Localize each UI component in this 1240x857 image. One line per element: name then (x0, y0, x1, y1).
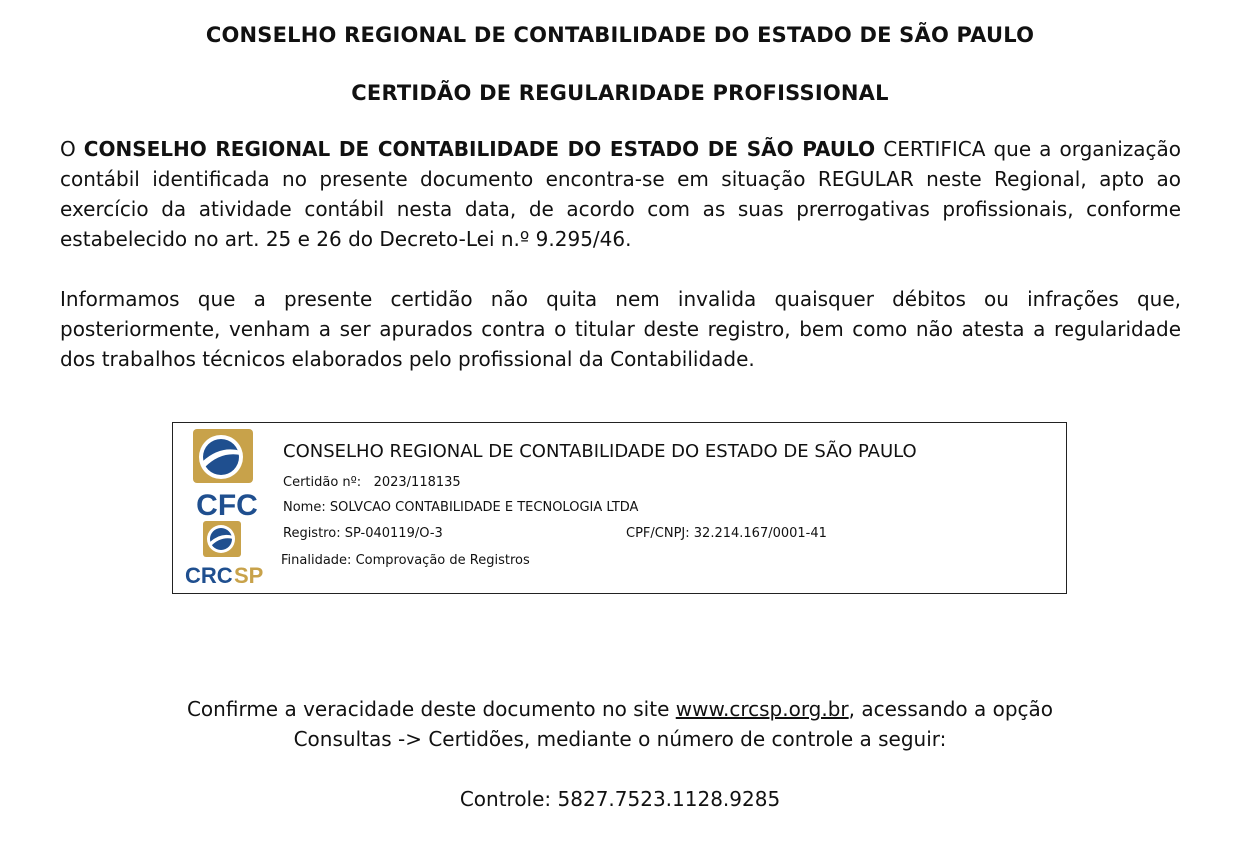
cfc-logo-text: CFC (196, 489, 258, 519)
certidao-value: 2023/118135 (373, 475, 461, 490)
registration-line (283, 526, 443, 541)
certification-paragraph (60, 134, 1181, 254)
verification-instructions (0, 694, 1240, 754)
finalidade-label: Finalidade: (281, 553, 352, 568)
cnpj-value: 32.214.167/0001-41 (693, 526, 827, 541)
verification-line-2: Consultas -> Certidões, mediante o número de controle a seguir: (293, 727, 947, 751)
certidao-label: Certidão nº: (283, 475, 362, 490)
control-number (0, 784, 1240, 814)
finalidade-value: Comprovação de Registros (355, 553, 530, 568)
stamp-organization: CONSELHO REGIONAL DE CONTABILIDADE DO ESTADO DE SÃO PAULO (283, 441, 917, 462)
certidao-number-line (283, 475, 461, 490)
cfc-logo (187, 427, 267, 519)
nome-label: Nome: (283, 500, 326, 515)
document-title: CERTIDÃO DE REGULARIDADE PROFISSIONAL (351, 81, 889, 105)
certificate-stamp (172, 422, 1067, 594)
stamp-details (281, 441, 917, 568)
registro-label: Registro: (283, 526, 341, 541)
paragraph-lead: O (60, 137, 84, 161)
organization-title: CONSELHO REGIONAL DE CONTABILIDADE DO ESTADO DE SÃO PAULO (205, 23, 1035, 47)
crcsp-logo (181, 519, 265, 589)
control-value: 5827.7523.1128.9285 (557, 787, 781, 811)
verification-line-1 (0, 694, 1240, 724)
paragraph-body: CERTIFICA que a organização contábil identificada no presente documento encontra-se em situação REGULAR neste Regional, apto ao exercício da atividade contábil nesta data, de acordo com as suas prerrogativas profissionais, conforme estabelecido no art. 25 e 26 do Decreto-Lei n.º 9.295/46. (60, 137, 1182, 251)
disclaimer-paragraph: Informamos que a presente certidão não quita nem invalida quaisquer débitos ou infrações que, posteriormente, venham a ser apurados contra o titular deste registro, bem como não atesta a regularidade dos trabalhos técnicos elaborados pelo profissional da Contabilidade. (60, 287, 1181, 371)
paragraph-organization-bold: CONSELHO REGIONAL DE CONTABILIDADE DO ESTADO DE SÃO PAULO (83, 137, 876, 161)
crcsp-logo-crc-text: CRC (185, 563, 233, 588)
name-line (283, 500, 638, 515)
verification-pre-text: Confirme a veracidade deste documento no site (186, 697, 676, 721)
crcsp-logo-sp-text: SP (234, 563, 264, 588)
verification-post-text: , acessando a opção (848, 697, 1054, 721)
cnpj-line (626, 526, 827, 541)
control-label: Controle: (459, 787, 552, 811)
cnpj-label: CPF/CNPJ: (626, 526, 690, 541)
purpose-line (281, 553, 530, 568)
registro-value: SP-040119/O-3 (344, 526, 443, 541)
nome-value: SOLVCAO CONTABILIDADE E TECNOLOGIA LTDA (329, 500, 639, 515)
crcsp-website-link[interactable]: www.crcsp.org.br (675, 697, 849, 721)
